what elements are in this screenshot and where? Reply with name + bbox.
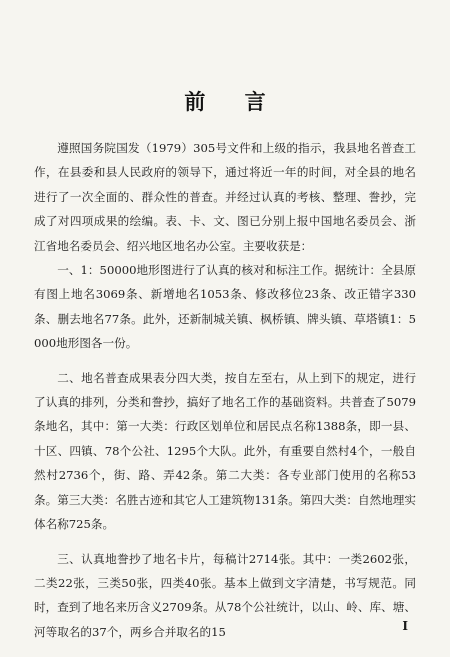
- paragraph-intro: 遵照国务院国发（1979）305号文件和上级的指示，我县地名普查工作，在县委和县人民政府的领导下，通过将近一年的时间，对全县的地名进行了一次全面的、群众性的普查。并经过认真的考核、整理、誊抄，完成了对四项成果的绘编。表、卡、文、图已分别上报中国地名委员会、浙江省地名委员会、绍兴地区地名办公室。主要收获是：: [34, 141, 416, 253]
- paragraph-item-3: 三、认真地誊抄了地名卡片，每稿计2714张。其中：一类2602张，二类22张，三类50张，四类40张。基本上做到文字清楚，书写规范。同时，查到了地名来历含义2709条。从78个公社统计，以山、岭、库、塘、河等取名的37个，两乡合并取名的15: [34, 551, 416, 639]
- body-text: [34, 136, 416, 644]
- paragraph-gap: [34, 537, 416, 547]
- paragraph-item-1: 一、1：50000地形图进行了认真的核对和标注工作。据统计：全县原有图上地名3069条、新增地名1053条、修改移位23条、改正错字330条、删去地名77条。此外，还新制城关镇、枫桥镇、牌头镇、草塔镇1：5000地形图各一份。: [34, 263, 416, 351]
- paragraph-item-2: 二、地名普查成果表分四大类，按自左至右，从上到下的规定，进行了认真的排列，分类和誊抄，搞好了地名工作的基础资料。共普查了5079条地名，其中：第一大类：行政区划单位和居民点名称1388条，即一县、十区、四镇、78个公社、1295个大队。此外，有重要自然村4个，一般自然村2736个，街、路、弄42条。第二大类：各专业部门使用的名称53条。第三大类：名胜古迹和其它人工建筑物131条。第四大类：自然地理实体名称725条。: [34, 370, 416, 532]
- page-number: I: [402, 619, 408, 633]
- page-title: 前 言: [184, 89, 282, 114]
- paragraph-gap: [34, 356, 416, 366]
